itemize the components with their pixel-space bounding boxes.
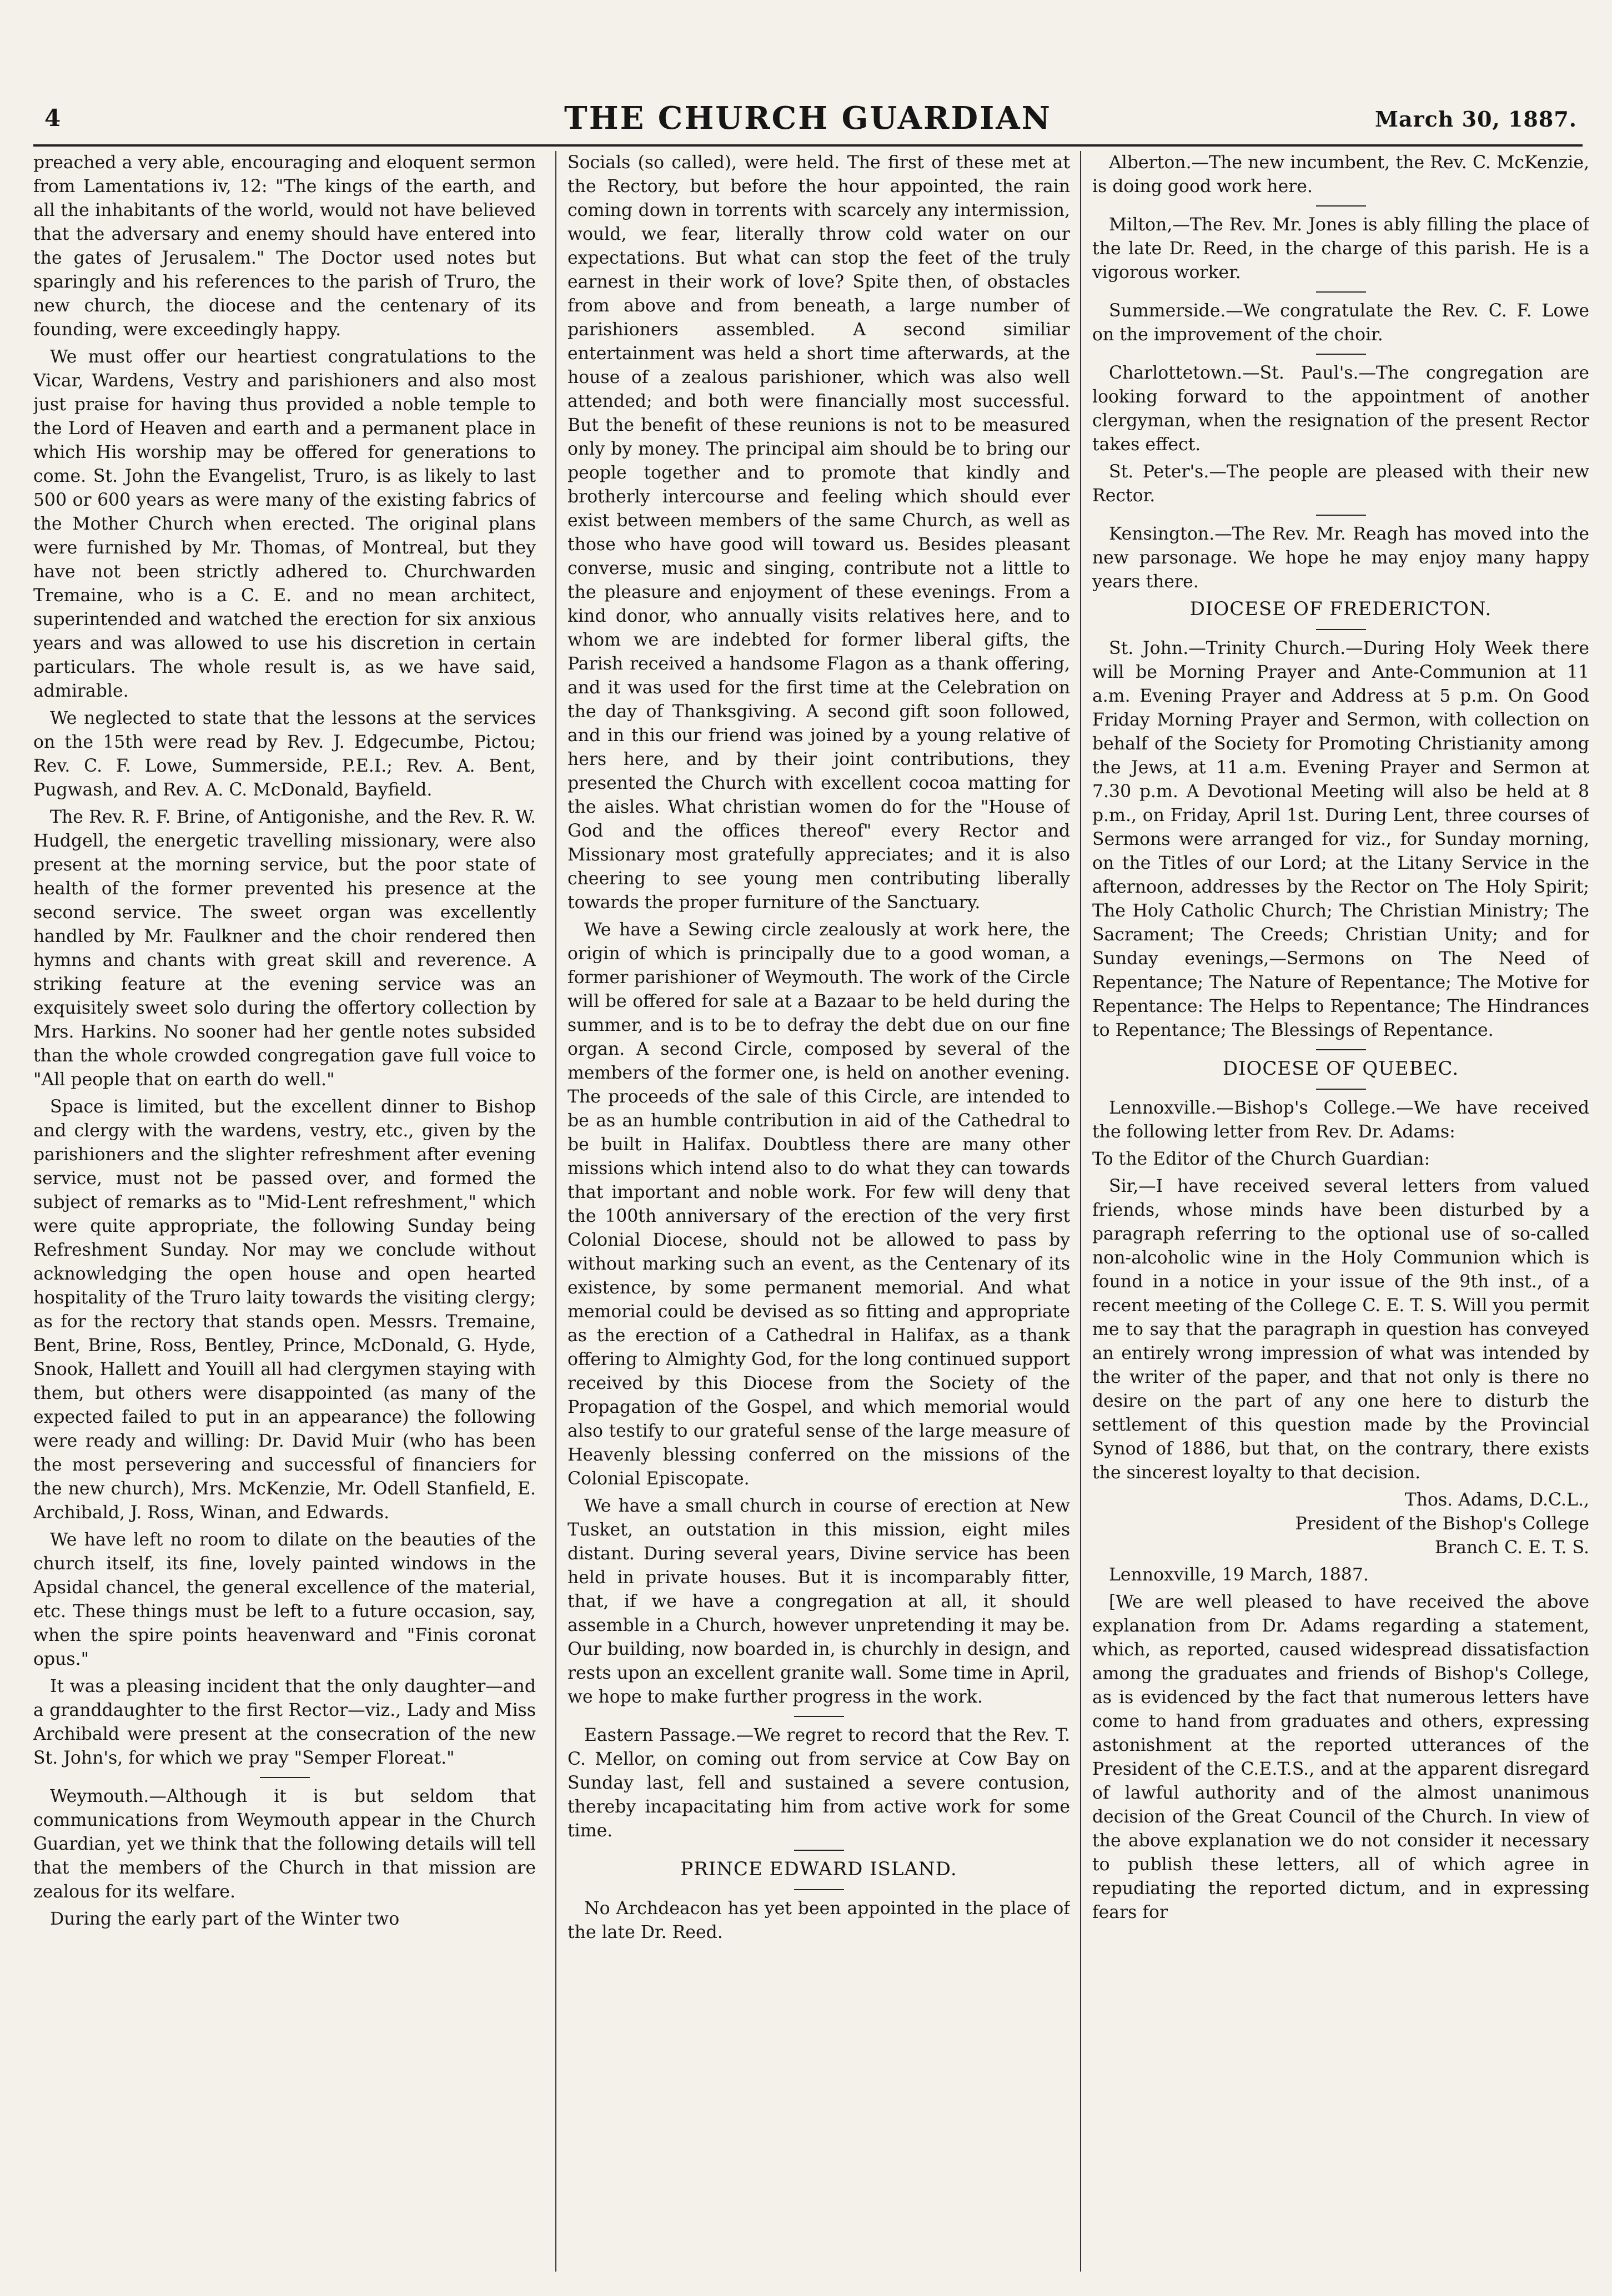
column-1: [33, 151, 536, 2272]
section-divider: [794, 1889, 844, 1890]
paragraph: No Archdeacon has yet been appointed in the place of the late Dr. Reed.: [568, 1899, 1070, 1942]
paragraph: Summerside.—We congratulate the Rev. C. F. Lowe on the improvement of the choir.: [1092, 301, 1589, 345]
section-divider: [1316, 1049, 1366, 1050]
paragraph: Alberton.—The new incumbent, the Rev. C. McKenzie, is doing good work here.: [1092, 153, 1589, 197]
paragraph: Kensington.—The Rev. Mr. Reagh has moved into the new parsonage. We hope he may enjoy many happy years there.: [1092, 524, 1589, 592]
paragraph: preached a very able, encouraging and eloquent sermon from Lamentations iv, 12: "The kings of the earth, and all the inhabitants of the world, would not have believed that the adversary and enemy should have entered into the gates of Jerusalem." The Doctor used notes but sparingly and his references to the parish of Truro, the new church, the diocese and the centenary of its founding, were exceedingly happy.: [33, 153, 536, 340]
paragraph: St. Peter's.—The people are pleased with their new Rector.: [1092, 462, 1589, 506]
masthead: [33, 94, 1583, 147]
newspaper-title: THE CHURCH GUARDIAN: [564, 100, 1052, 137]
section-divider: [1316, 629, 1366, 630]
section-heading: DIOCESE OF QUEBEC.: [1222, 1058, 1459, 1080]
signature-branch: Branch C. E. T. S.: [1434, 1538, 1589, 1558]
paragraph: Socials (so called), were held. The first of these met at the Rectory, but before the hour appointed, the rain coming down in torrents with scarcely any intermission, would, we fear, literally throw cold water on our expectations. But what can stop the feet of the truly earnest in their work of love? Spite then, of obstacles from above and from beneath, a large number of parishioners assembled. A second similiar entertainment was held a short time afterwards, at the house of a zealous parishioner, which was also well attended; and both were financially most successful. But the benefit of these reunions is not to be measured only by money. The principal aim should be to bring our people together and to promote that kindly and brotherly intercourse and feeling which should ever exist between members of the same Church, as well as those who have good will toward us. Besides pleasant converse, music and singing, contribute not a little to the pleasure and enjoyment of these evenings. From a kind donor, who annually visits relatives here, and to whom we are indebted for former liberal gifts, the Parish received a handsome Flagon as a thank offering, and it was used for the first time at the Celebration on the day of Thanksgiving. A second gift soon followed, and in this our friend was joined by a young relative of hers here, and by their joint contributions, they presented the Church with excellent cocoa matting for the aisles. What christian women do for the "House of God and the offices thereof" every Rector and Missionary most gratefully appreciates; and it is also cheering to see young men contributing liberally towards the proper furniture of the Sanctuary.: [568, 153, 1070, 913]
paragraph: Eastern Passage.—We regret to record that the Rev. T. C. Mellor, on coming out from service at Cow Bay on Sunday last, fell and sustained a severe contusion, thereby incapacitating him from active work for some time.: [568, 1725, 1070, 1841]
column-2: [555, 151, 1070, 2272]
letter-salutation: To the Editor of the Church Guardian:: [1092, 1149, 1430, 1169]
paragraph: St. John.—Trinity Church.—During Holy Week there will be Morning Prayer and Ante-Communion at 11 a.m. Evening Prayer and Address at 5 p.m. On Good Friday Morning Prayer and Sermon, with collection on behalf of the Society for Promoting Christianity among the Jews, at 11 a.m. Evening Prayer and Sermon at 7.30 p.m. A Devotional Meeting will also be held at 8 p.m., on Friday, April 1st. During Lent, three courses of Sermons were arranged for viz., for Sunday morning, on the Titles of our Lord; at the Litany Service in the afternoon, addresses by the Rector on The Holy Spirit; The Holy Catholic Church; The Christian Ministry; The Sacrament; The Creeds; Christian Unity; and for Sunday evenings,—Sermons on The Need of Repentance; The Nature of Repentance; The Motive for Repentance: The Helps to Repentance; The Hindrances to Repentance; The Blessings of Repentance.: [1092, 638, 1589, 1040]
paragraph: It was a pleasing incident that the only daughter—and a granddaughter to the first Rector—viz., Lady and Miss Archibald were present at the consecration of the new St. John's, for which we pray "Semper Floreat.": [33, 1676, 536, 1768]
paragraph: We neglected to state that the lessons at the services on the 15th were read by Rev. J. Edgecumbe, Pictou; Rev. C. F. Lowe, Summerside, P.E.I.; Rev. A. Bent, Pugwash, and Rev. A. C. McDonald, Bayfield.: [33, 708, 536, 800]
paragraph: [We are well pleased to have received the above explanation from Dr. Adams regarding a statement, which, as reported, caused widespread dissatisfaction among the graduates and friends of Bishop's College, as is evidenced by the fact that numerous letters have come to hand from graduates and others, expressing astonishment at the reported utterances of the President of the C.E.T.S., and at the apparent disregard of lawful authority and of the almost unanimous decision of the Great Council of the Church. In view of the above explanation we do not consider it necessary to publish these letters, all of which agree in repudiating the reported dictum, and in expressing fears for: [1092, 1592, 1589, 1922]
paragraph: The Rev. R. F. Brine, of Antigonishe, and the Rev. R. W. Hudgell, the energetic travelling missionary, were also present at the morning service, but the poor state of health of the former prevented his presence at the second service. The sweet organ was excellently handled by Mr. Faulkner and the choir rendered then hymns and chants with great skill and reverence. A striking feature at the evening service was an exquisitely sweet solo during the offertory collection by Mrs. Harkins. No sooner had her gentle notes subsided than the whole crowded congregation gave full voice to "All people that on earth do well.": [33, 807, 536, 1090]
paragraph: Space is limited, but the excellent dinner to Bishop and clergy with the wardens, vestry, etc., given by the parishioners and the slighter refreshment after evening service, must not be passed over, and formed the subject of remarks as to "Mid-Lent refreshment," which were quite appropriate, the following Sunday being Refreshment Sunday. Nor may we conclude without acknowledging the open house and open hearted hospitality of the Truro laity towards the visiting clergy; as for the rectory that stands open. Messrs. Tremaine, Bent, Brine, Ross, Bentley, Prince, McDonald, G. Hyde, Snook, Hallett and Youill all had clergymen staying with them, but others were disappointed (as many of the expected failed to put in an appearance) the following were ready and willing: Dr. David Muir (who has been the most persevering and successful of financiers for the new church), Mrs. McKenzie, Mr. Odell Stanfield, E. Archibald, J. Ross, Winan, and Edwards.: [33, 1097, 536, 1523]
section-divider: [1316, 291, 1366, 293]
column-3: [1080, 151, 1589, 2272]
section-heading: PRINCE EDWARD ISLAND.: [680, 1858, 957, 1880]
paragraph: During the early part of the Winter two: [50, 1909, 400, 1929]
signature-title: President of the Bishop's College: [1295, 1514, 1589, 1534]
section-divider: [260, 1777, 310, 1778]
paragraph: Charlottetown.—St. Paul's.—The congregation are looking forward to the appointment of another clergyman, when the resignation of the present Rector takes effect.: [1092, 363, 1589, 455]
paragraph: We have a small church in course of erection at New Tusket, an outstation in this mission, eight miles distant. During several years, Divine service has been held in private houses. But it is incomparably fitter, that, if we have a congregation at all, it should assemble in a Church, however unpretending it may be. Our building, now boarded in, is churchly in design, and rests upon an excellent granite wall. Some time in April, we hope to make further progress in the work.: [568, 1496, 1070, 1707]
section-divider: [1316, 1089, 1366, 1090]
section-divider: [794, 1716, 844, 1717]
section-divider: [1316, 354, 1366, 355]
section-divider: [1316, 205, 1366, 207]
paragraph: We have left no room to dilate on the beauties of the church itself, its fine, lovely painted windows in the Apsidal chancel, the general excellence of the material, etc. These things must be left to a future occasion, say, when the spire points heavenward and "Finis coronat opus.": [33, 1530, 536, 1669]
paragraph: Weymouth.—Although it is but seldom that communications from Weymouth appear in the Church Guardian, yet we think that the following details will tell that the members of the Church in that mission are zealous for its welfare.: [33, 1786, 536, 1902]
section-divider: [1316, 515, 1366, 516]
section-heading: DIOCESE OF FREDERICTON.: [1189, 598, 1492, 620]
paragraph: We must offer our heartiest congratulations to the Vicar, Wardens, Vestry and parishioners and also most just praise for having thus provided a noble temple to the Lord of Heaven and earth and a permanent place in which His worship may be offered for generations to come. St. John the Evangelist, Truro, is as likely to last 500 or 600 years as were many of the existing fabrics of the Mother Church when erected. The original plans were furnished by Mr. Thomas, of Montreal, but they have not been strictly adhered to. Churchwarden Tremaine, who is a C. E. and no mean architect, superintended and watched the erection for six anxious years and was allowed to use his discretion in certain particulars. The whole result is, as we have said, admirable.: [33, 347, 536, 701]
signature-name: Thos. Adams, D.C.L.,: [1404, 1490, 1589, 1510]
section-divider: [794, 1850, 844, 1851]
paragraph: Milton,—The Rev. Mr. Jones is ably filling the place of the late Dr. Reed, in the charge of this parish. He is a vigorous worker.: [1092, 215, 1589, 283]
letter-dateline: Lennoxville, 19 March, 1887.: [1109, 1565, 1369, 1585]
paragraph: Lennoxville.—Bishop's College.—We have received the following letter from Rev. Dr. Adams:: [1092, 1098, 1589, 1142]
issue-date: March 30, 1887.: [1374, 107, 1577, 132]
paragraph: Sir,—I have received several letters from valued friends, whose minds have been disturbed by a paragraph referring to the optional use of so-called non-alcoholic wine in the Holy Communion which is found in a notice in your issue of the 9th inst., of a recent meeting of the College C. E. T. S. Will you permit me to say that the paragraph in question has conveyed an entirely wrong impression of what was intended by the writer of the paper, and that not only is there no desire on the part of any one here to disturb the settlement of this question made by the Provincial Synod of 1886, but that, on the contrary, there exists the sincerest loyalty to that decision.: [1092, 1176, 1589, 1483]
paragraph: We have a Sewing circle zealously at work here, the origin of which is principally due to a good woman, a former parishioner of Weymouth. The work of the Circle will be offered for sale at a Bazaar to be held during the summer, and is to be to defray the debt due on our fine organ. A second Circle, composed by several of the members of the former one, is held on another evening. The proceeds of the sale of this Circle, are intended to be as an humble contribution in aid of the Cathedral to be built in Halifax. Doubtless there are many other missions which intend also to do what they can towards that important and noble work. For few will deny that the 100th anniversary of the erection of the very first Colonial Diocese, should not be allowed to pass by without marking such an event, as the Centenary of its existence, by some permanent memorial. And what memorial could be devised as so fitting and appropriate as the erection of a Cathedral in Halifax, as a thank offering to Almighty God, for the long continued support received by this Diocese from the Society of the Propagation of the Gospel, and which memorial would also testify to our grateful sense of the large measure of Heavenly blessing conferred on the missions of the Colonial Episcopate.: [568, 920, 1070, 1489]
page-number: 4: [44, 104, 61, 132]
